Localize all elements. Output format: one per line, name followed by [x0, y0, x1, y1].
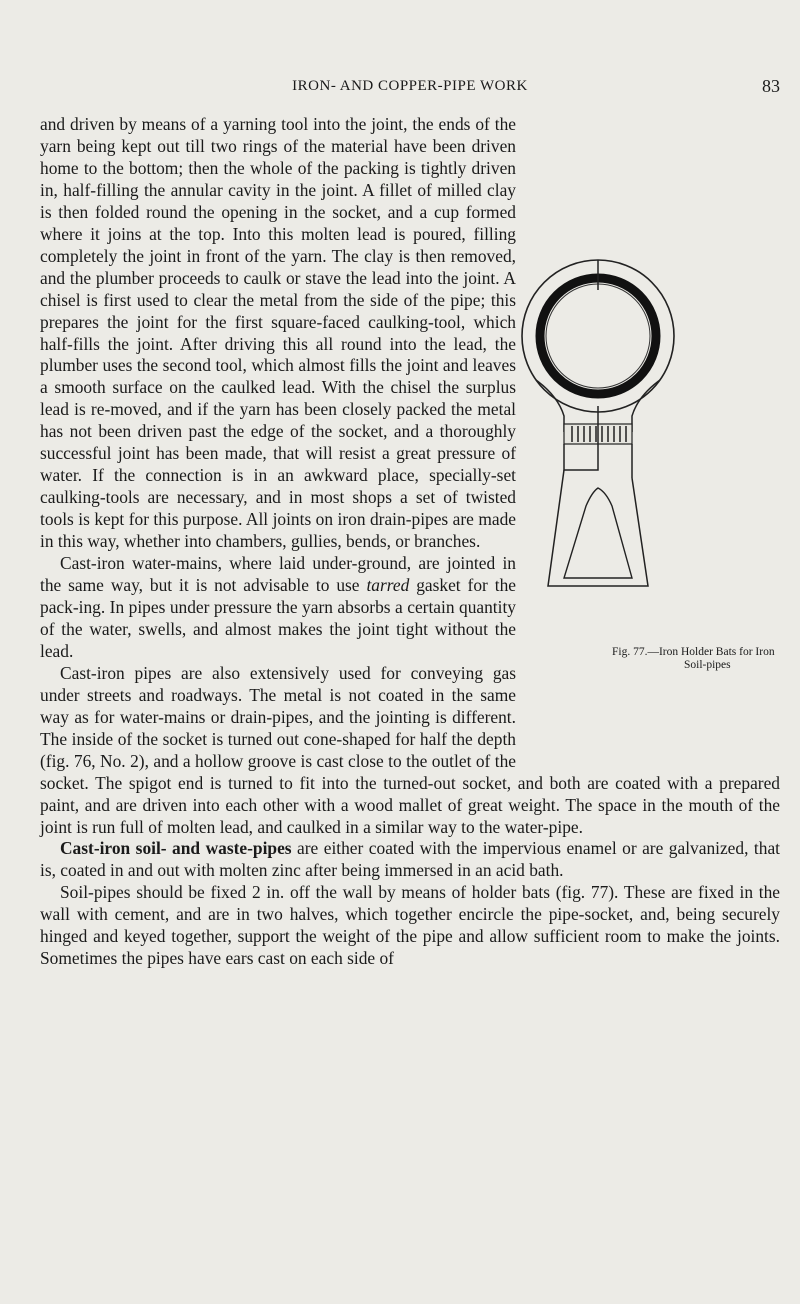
running-title: IRON- AND COPPER-PIPE WORK — [292, 78, 528, 94]
spike-inner — [564, 488, 632, 578]
paragraph-soil-waste-pipes: Cast-iron soil- and waste-pipes are either coated with the impervious enamel or are galvanized, that is, coated in and out with molten zinc after being immersed in an acid bath. — [40, 838, 780, 881]
paragraph-water-mains: Cast-iron water-mains, where laid under-ground, are jointed in the same way, but it is not advisable to use tarred gasket for the pack-ing. In pipes under pressure the yarn absorbs a certain quantity of the water, swells, and almost makes the joint tight without the lead. — [40, 553, 516, 661]
paragraph-continued: and driven by means of a yarning tool into the joint, the ends of the yarn being kept out till two rings of the material have been driven home to the bottom; then the whole of the packing is tightly driven in, half-filling the annular cavity in the joint. A fillet of milled clay is then folded round the opening in the socket, and a cup formed where it joins at the top. Into this molten lead is poured, filling completely the joint in front of the yarn. The clay is then removed, and the plumber proceeds to caulk or stave the lead into the joint. A chisel is first used to clear the metal from the side of the pipe; this prepares the joint for the first square-faced caulking-tool, which half-fills the joint. After driving this all round into the lead, the plumber uses the second tool, which almost fills the joint and leaves a smooth surface on the caulked lead. With the chisel the surplus lead is re-moved, and if the yarn has been closely packed the metal has not been driven past the edge of the socket, and a thoroughly successful joint has been made, that will resist a great pressure of water. If the connection is in an awkward place, specially-set caulking-tools are necessary, and in most shops a set of twisted tools is kept for this purpose. All joints on iron drain-pipes are made in this way, whether into chambers, gullies, bends, or branches. — [40, 114, 516, 552]
paragraph-gas-pipes: Cast-iron pipes are also extensively used for conveying gas under streets and roadways. The metal is not coated in the same way as for water-mains or drain-pipes, and the jointing is different. The inside of the socket is turned out cone-shaped for half the depth (fig. 76, No. 2), and a hollow groove is cast close to the outlet of the socket. The spigot end is turned to fit into the turned-out socket, and both are coated with a prepared paint, and are driven into each other with a wood mallet of great weight. The space in the mouth of the joint is run full of molten lead, and caulked in a similar way to the water-pipe. — [40, 662, 780, 837]
emphasis-tarred: tarred — [366, 575, 410, 596]
holder-bat-illustration — [488, 256, 788, 686]
inner-ring — [540, 278, 656, 394]
caption-title: —Iron Holder Bats for Iron — [647, 646, 775, 658]
page-number: 83 — [762, 76, 780, 96]
neck-right — [632, 380, 660, 432]
caption-title-cont: Soil-pipes — [684, 659, 731, 671]
section-lead: Cast-iron soil- and waste-pipes — [60, 838, 292, 859]
caption-number: Fig. 77. — [612, 646, 648, 658]
neck-left — [536, 380, 564, 432]
running-head — [40, 74, 780, 98]
inner-ring-edge — [546, 284, 650, 388]
paragraph-holder-bats: Soil-pipes should be fixed 2 in. off the wall by means of holder bats (fig. 77). These are fixed in the wall with cement, and are in two halves, which together encircle the pipe-socket, and, being securely hinged and keyed together, support the weight of the pipe and allow sufficient room to make the joints. Sometimes the pipes have ears cast on each side of — [40, 882, 780, 969]
figure-77 — [488, 256, 788, 686]
figure-caption — [612, 646, 792, 672]
